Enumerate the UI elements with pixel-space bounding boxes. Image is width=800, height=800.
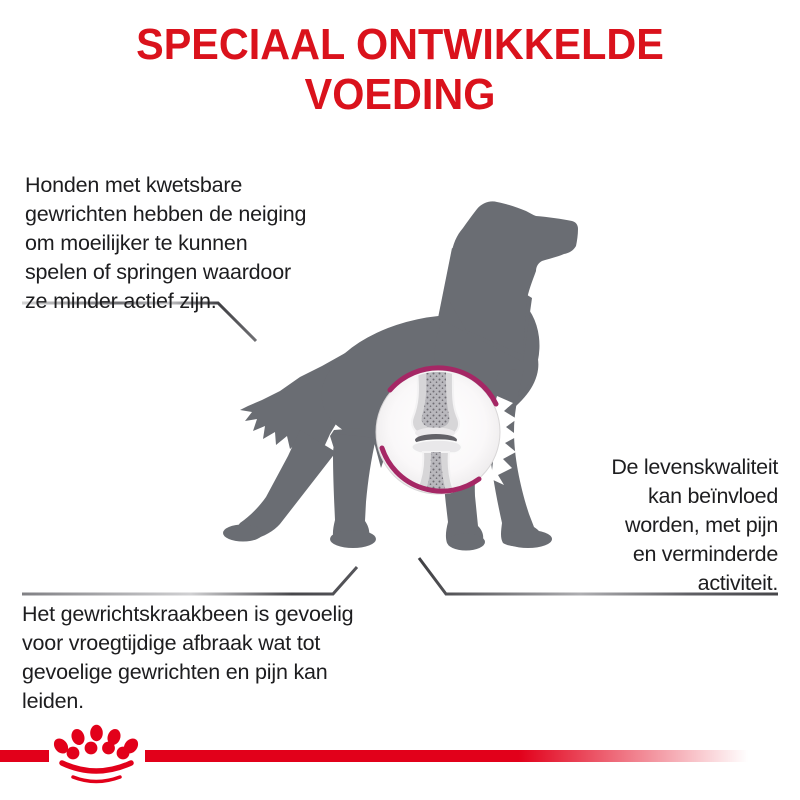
text-line: voor vroegtijdige afbraak wat tot: [22, 631, 321, 655]
text-line: Het gewrichtskraakbeen is gevoelig: [22, 602, 354, 626]
callout-line-bottom-left: [22, 567, 357, 594]
text-line: De levenskwaliteit: [611, 455, 778, 479]
page-title: [24, 20, 776, 120]
text-line: spelen of springen waardoor: [25, 260, 291, 284]
text-line: ze minder actief zijn.: [25, 289, 217, 313]
text-line: gevoelige gewrichten en pijn kan: [22, 660, 328, 684]
callout-text-top-left: [25, 171, 355, 316]
text-line: gewrichten hebben de neiging: [25, 202, 307, 226]
text-line: Honden met kwetsbare: [25, 173, 243, 197]
text-line: om moeilijker te kunnen: [25, 231, 248, 255]
paw-crown-icon: [51, 725, 141, 782]
title-line: VOEDING: [304, 70, 496, 119]
title-line: SPECIAAL ONTWIKKELDE: [136, 20, 664, 69]
callout-text-bottom-left: [22, 600, 402, 716]
knee-joint-icon: [376, 368, 500, 494]
text-line: activiteit.: [697, 571, 778, 595]
callout-text-right: [518, 453, 778, 598]
text-line: worden, met pijn: [625, 513, 778, 537]
text-line: kan beïnvloed: [648, 484, 778, 508]
text-line: leiden.: [22, 689, 84, 713]
text-line: en verminderde: [632, 542, 778, 566]
